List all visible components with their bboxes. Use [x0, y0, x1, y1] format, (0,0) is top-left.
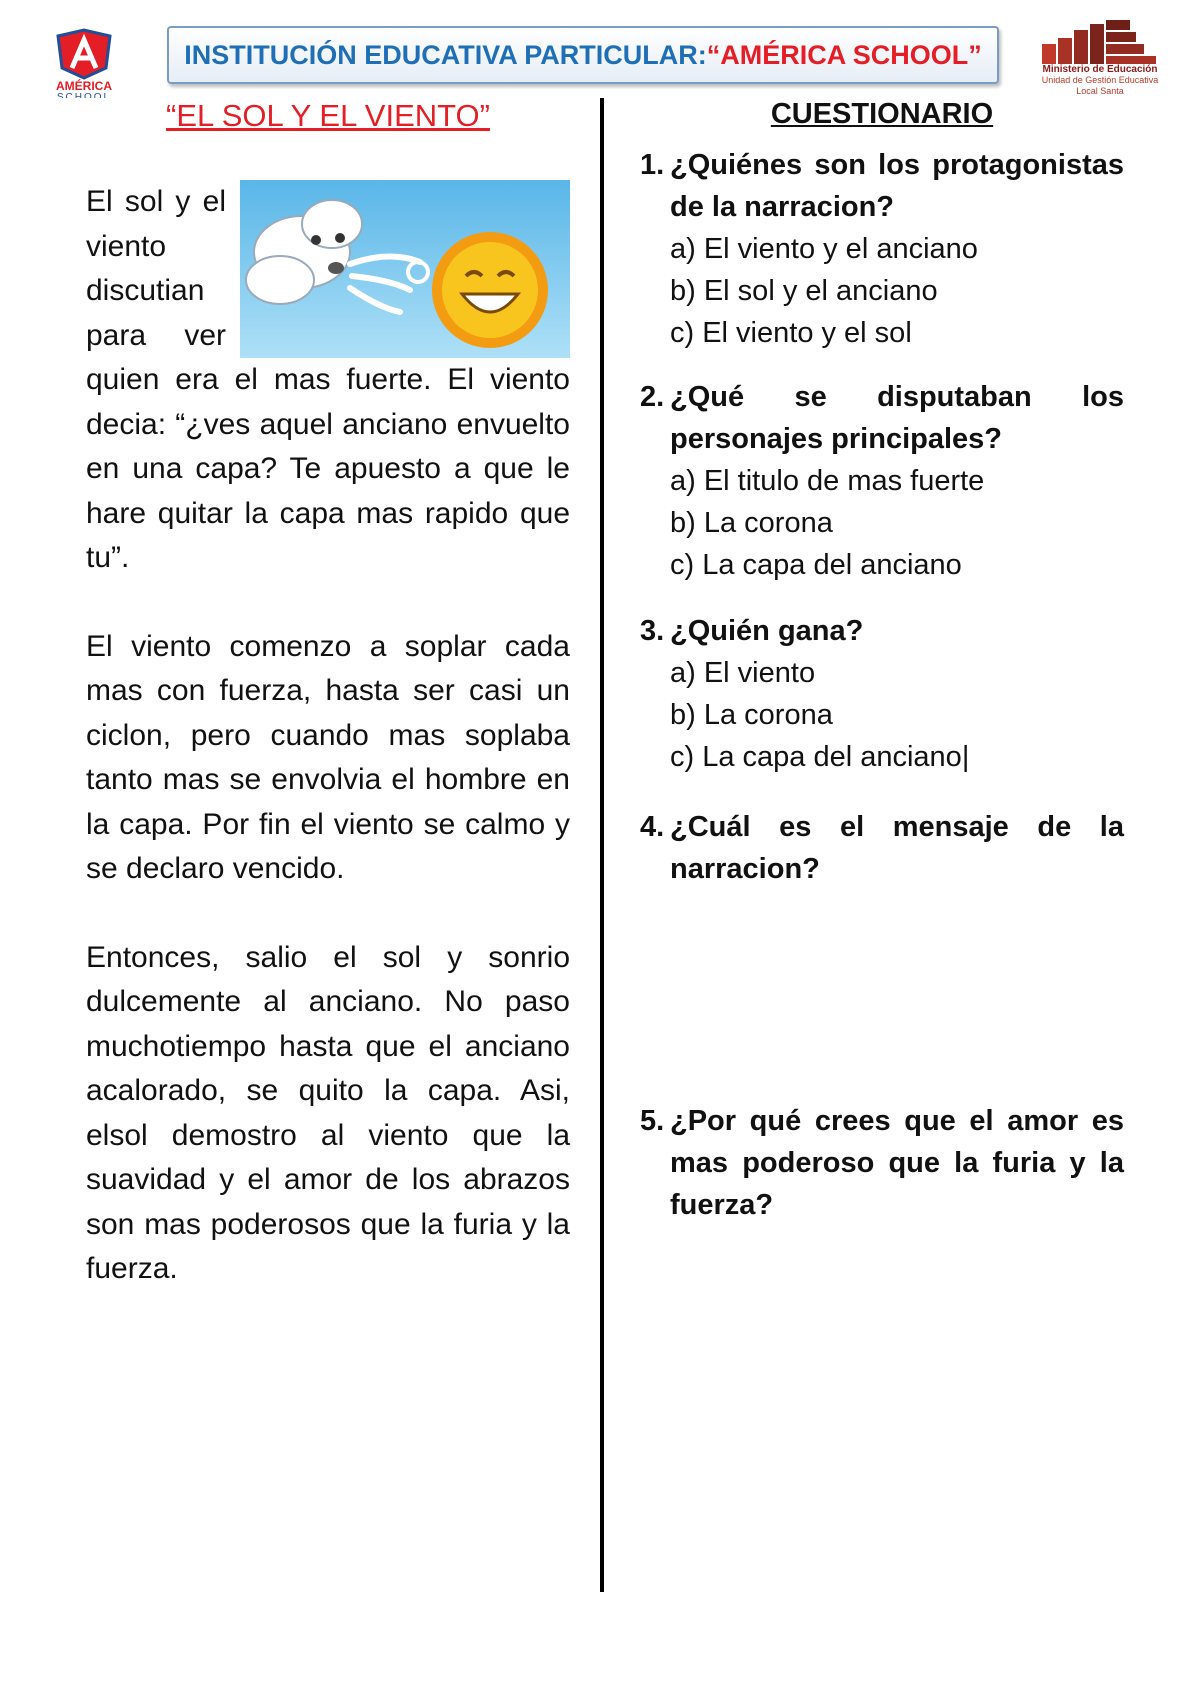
sun-and-wind-illustration	[240, 180, 570, 358]
question-number: 4.	[640, 811, 665, 843]
story-paragraph-2: El viento comenzo a soplar cada mas con fuerza, hasta ser casi un ciclon, pero cuando mas soplaba tanto mas se envolvia el hombre en la capa. Por fin el viento se calmo y se declaro vencido.	[86, 629, 570, 885]
svg-text:SCHOOL: SCHOOL	[56, 92, 112, 98]
answer-option: b) La corona	[670, 699, 833, 731]
answer-option: b) La corona	[670, 507, 833, 539]
sun-icon	[432, 232, 548, 348]
school-banner	[167, 26, 999, 84]
question-3	[640, 610, 1124, 778]
question-number: 1.	[640, 149, 665, 181]
answer-option: a) El titulo de mas fuerte	[670, 465, 985, 497]
questionnaire-title: CUESTIONARIO	[770, 98, 994, 130]
answer-option: b) El sol y el anciano	[670, 275, 938, 307]
question-text: ¿Quiénes son los protagonistas de la narracion?	[670, 149, 1124, 223]
story-paragraph-1: El sol y el viento discutian para ver quien era el mas fuerte. El viento decia: “¿ves aquel anciano envuelto en una capa? Te apuesto a que le hare quitar la capa mas rapido que tu”.	[86, 185, 570, 574]
question-number: 3.	[640, 615, 665, 647]
answer-option: a) El viento	[670, 657, 816, 689]
answer-option: c) La capa del anciano	[670, 549, 962, 581]
svg-text:AMÉRICA: AMÉRICA	[56, 79, 112, 93]
ministry-caption: Ministerio de Educación Unidad de Gestión Educativa Local Santa	[1041, 64, 1159, 96]
story-title: “EL SOL Y EL VIENTO”	[166, 98, 490, 133]
story-text	[86, 180, 570, 1292]
column-divider	[600, 98, 604, 1592]
question-number: 5.	[640, 1105, 665, 1137]
answer-option: c) La capa del anciano|	[670, 741, 970, 773]
school-logo	[44, 28, 124, 98]
story-paragraph-3: Entonces, salio el sol y sonrio dulcemente al anciano. No paso muchotiempo hasta que el anciano acalorado, se quito la capa. Asi, elsol demostro al viento que la suavidad y el amor de los abrazos son mas poderosos que la furia y la fuerza.	[86, 940, 570, 1285]
question-text: ¿Por qué crees que el amor es mas poderoso que la furia y la fuerza?	[670, 1105, 1124, 1221]
question-2	[640, 376, 1124, 586]
question-text: ¿Qué se disputaban los personajes principales?	[670, 381, 1124, 455]
question-text: ¿Cuál es el mensaje de la narracion?	[670, 811, 1124, 885]
question-4	[640, 806, 1124, 890]
question-1	[640, 144, 1124, 354]
question-text: ¿Quién gana?	[670, 615, 864, 647]
question-5	[640, 1100, 1124, 1226]
banner-school-name: “AMÉRICA SCHOOL”	[706, 39, 982, 70]
banner-main-text: INSTITUCIÓN EDUCATIVA PARTICULAR:	[184, 39, 707, 70]
answer-option: a) El viento y el anciano	[670, 233, 978, 265]
answer-option: c) El viento y el sol	[670, 317, 912, 349]
question-number: 2.	[640, 381, 665, 413]
